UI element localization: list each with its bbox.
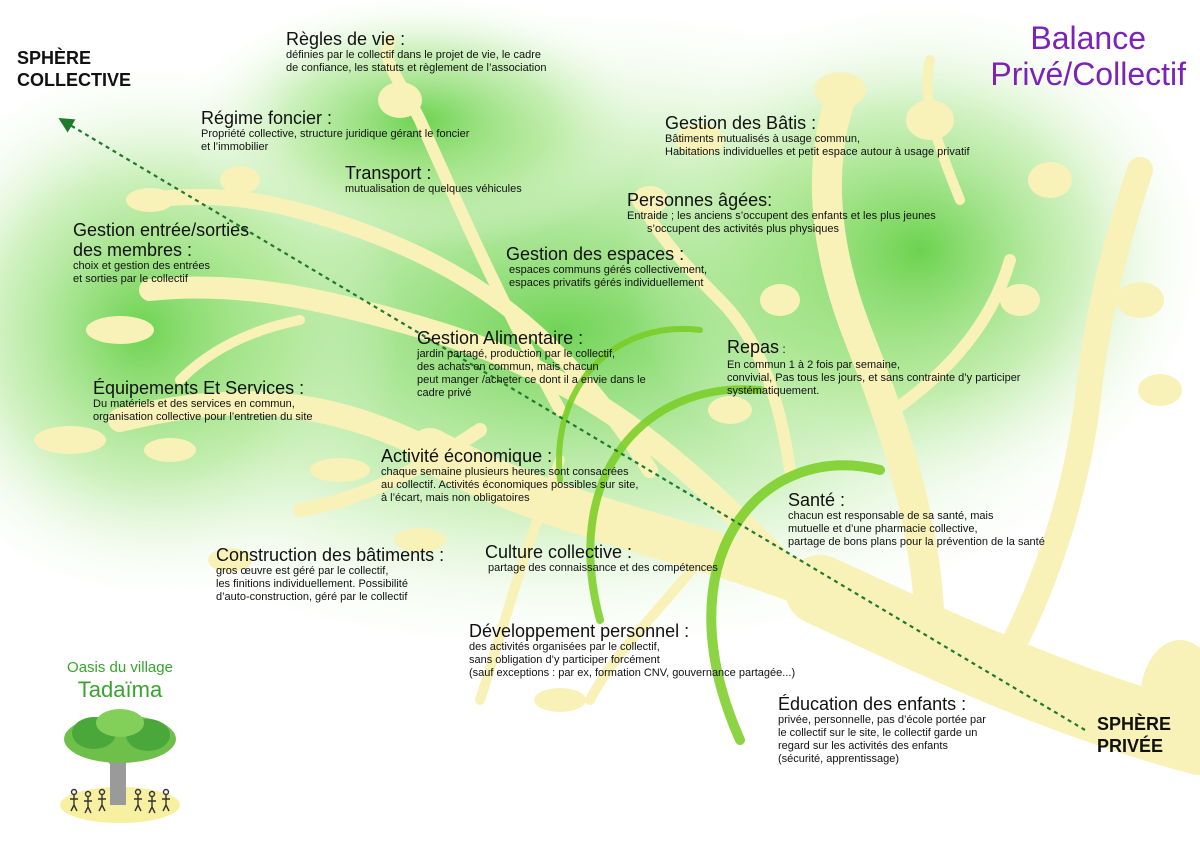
topic-line: chaque semaine plusieurs heures sont consacrées: [381, 466, 629, 478]
topic-equipements-et-services: [93, 378, 313, 424]
topic-title: Régime foncier :: [201, 108, 333, 128]
topic-line: partage de bons plans pour la prévention de la santé: [788, 536, 1045, 548]
topic-title: Développement personnel :: [469, 621, 690, 641]
sphere-collective-line-2: COLLECTIVE: [17, 70, 132, 90]
topic-line: des achats en commun, mais chacun: [417, 361, 599, 373]
topic-developpement-personnel: [469, 621, 795, 680]
topic-line: au collectif. Activités économiques possibles sur site,: [381, 479, 639, 491]
topic-line: systématiquement.: [727, 385, 820, 397]
topic-title: Transport :: [345, 163, 432, 183]
topic-line: Bâtiments mutualisés à usage commun,: [665, 133, 861, 145]
topic-line: (sécurité, apprentissage): [778, 753, 900, 765]
topic-line: choix et gestion des entrées: [73, 260, 210, 272]
topic-line: d’auto-construction, géré par le collectif: [216, 591, 408, 603]
topic-line: espaces privatifs gérés individuellement: [509, 277, 704, 289]
topic-activite-economique: [381, 446, 638, 505]
topic-repas: [727, 337, 1020, 398]
logo-tree-icon: [50, 707, 190, 827]
topic-gestion-des-espaces: [506, 244, 707, 290]
topic-line: convivial, Pas tous les jours, et sans contrainte d’y participer: [727, 372, 1021, 384]
sphere-privee-line-2: PRIVÉE: [1097, 736, 1164, 756]
topic-line: regard sur les activités des enfants: [778, 740, 948, 752]
topic-title: Santé :: [788, 490, 846, 510]
topic-title: Gestion entrée/sorties: [73, 220, 250, 240]
topic-gestion-des-batis: [665, 113, 970, 159]
topic-education-des-enfants: [778, 694, 986, 766]
topic-line: mutualisation de quelques véhicules: [345, 183, 522, 195]
topic-sante: [788, 490, 1045, 549]
topic-title: Construction des bâtiments :: [216, 545, 445, 565]
topic-line: organisation collective pour l’entretien du site: [93, 411, 313, 423]
topic-line: de confiance, les statuts et règlement de l’association: [286, 62, 547, 74]
topic-line: En commun 1 à 2 fois par semaine,: [727, 359, 901, 371]
topic-title-line-2: des membres :: [73, 240, 193, 260]
topic-line: définies par le collectif dans le projet de vie, le cadre: [286, 49, 541, 61]
topic-construction-des-batiments: [216, 545, 444, 604]
topic-gestion-entrees-sorties: [73, 220, 249, 286]
sphere-privee-label: [1097, 713, 1171, 757]
topic-transport: [345, 163, 522, 196]
topic-regime-foncier: [201, 108, 469, 154]
topic-line: Habitations individuelles et petit espace autour à usage privatif: [665, 146, 970, 158]
logo-line-1: Oasis du village: [67, 659, 173, 676]
topic-regles-de-vie: [286, 29, 546, 75]
topic-line: privée, personnelle, pas d’école portée par: [778, 714, 986, 726]
topic-title: Règles de vie :: [286, 29, 406, 49]
logo: [40, 655, 200, 835]
sphere-privee-line-1: SPHÈRE: [1097, 714, 1172, 734]
title-line-2: Privé/Collectif: [990, 56, 1186, 92]
topic-line: cadre privé: [417, 387, 472, 399]
topic-line: et l’immobilier: [201, 141, 269, 153]
topic-title: Gestion des espaces :: [506, 244, 685, 264]
topic-line: (sauf exceptions : par ex, formation CNV, gouvernance partagée...): [469, 667, 796, 679]
topic-title: Équipements Et Services :: [93, 378, 305, 398]
topic-line: s’occupent des activités plus physiques: [647, 223, 839, 235]
topic-line: Entraide ; les anciens s’occupent des enfants et les plus jeunes: [627, 210, 936, 222]
topic-line: Du matériels et des services en commun,: [93, 398, 295, 410]
topic-line: sans obligation d’y participer forcément: [469, 654, 660, 666]
topic-gestion-alimentaire: [417, 328, 646, 400]
topic-line: jardin partagé, production par le collectif,: [417, 348, 616, 360]
topic-line: le collectif sur le site, le collectif garde un: [778, 727, 978, 739]
topic-line: et sorties par le collectif: [73, 273, 188, 285]
topic-title: Gestion Alimentaire :: [417, 328, 584, 348]
topic-title: Culture collective :: [485, 542, 633, 562]
topic-culture-collective: [485, 542, 718, 575]
logo-line-2: Tadaïma: [77, 677, 163, 702]
diagram-title: [990, 20, 1186, 92]
topic-line: mutuelle et d’une pharmacie collective,: [788, 523, 978, 535]
topic-line: peut manger /acheter ce dont il a envie dans le: [417, 374, 646, 386]
topic-line: les finitions individuellement. Possibilité: [216, 578, 408, 590]
topic-personnes-agees: [627, 190, 936, 236]
topic-title: Repas: [727, 337, 780, 357]
topic-title-suffix: :: [779, 342, 786, 356]
sphere-collective-label: [17, 47, 131, 91]
topic-line: chacun est responsable de sa santé, mais: [788, 510, 994, 522]
topic-title: Personnes âgées:: [627, 190, 773, 210]
sphere-collective-line-1: SPHÈRE: [17, 48, 92, 68]
topic-line: gros œuvre est géré par le collectif,: [216, 565, 389, 577]
topic-line: espaces communs gérés collectivement,: [509, 264, 708, 276]
topic-line: partage des connaissance et des compétences: [488, 562, 718, 574]
topic-line: à l’écart, mais non obligatoires: [381, 492, 530, 504]
topic-line: des activités organisées par le collectif,: [469, 641, 660, 653]
title-line-1: Balance: [1030, 20, 1147, 56]
topic-title: Activité économique :: [381, 446, 553, 466]
topic-title: Éducation des enfants :: [778, 694, 967, 714]
topic-title: Gestion des Bâtis :: [665, 113, 817, 133]
topic-line: Propriété collective, structure juridique gérant le foncier: [201, 128, 470, 140]
